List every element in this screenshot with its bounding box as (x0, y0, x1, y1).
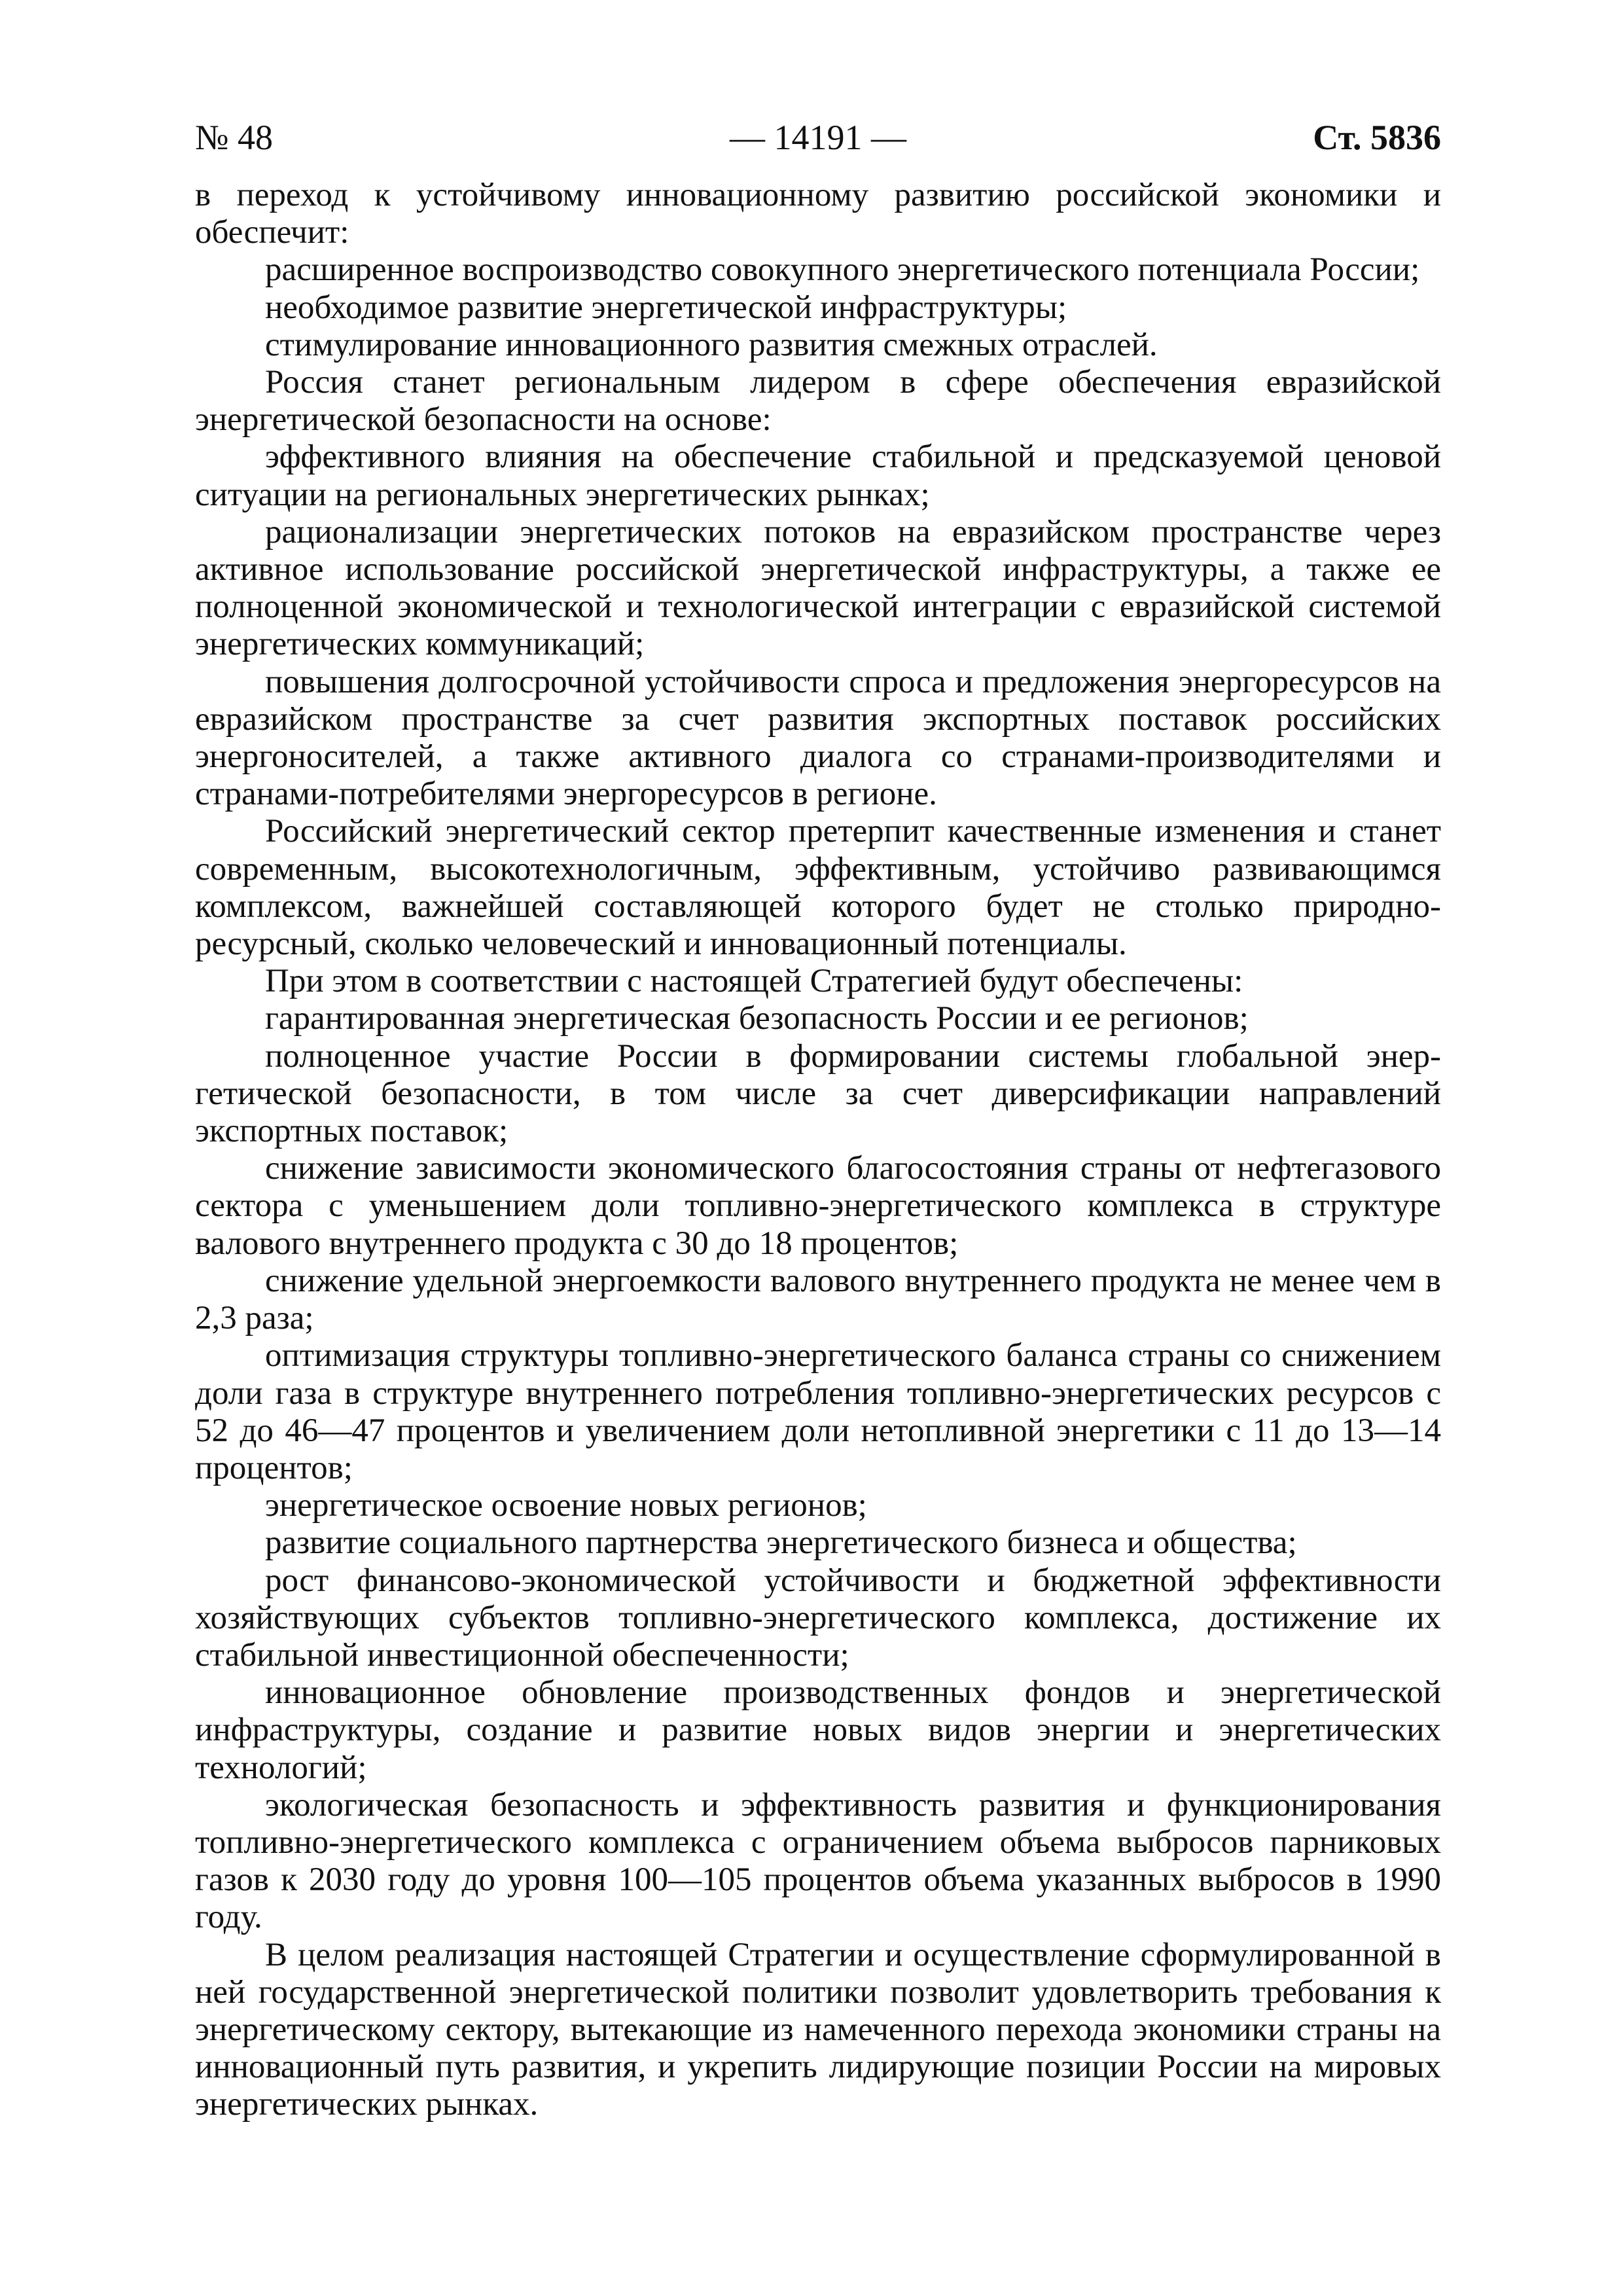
paragraph: Российский энергетический сектор претерпит качественные изменения и станет современным, высокотехнологичным, эффективным, устойчиво развивающимся комплексом, важнейшей составляющей которого будет не столько природно-ресурсный, сколько человеческий и инновационный потенциалы. (195, 813, 1441, 963)
page-number: — 14191 — (730, 118, 906, 157)
paragraph: стимулирование инновационного развития смежных отраслей. (265, 326, 1158, 363)
paragraph: В целом реализация настоящей Стратегии и осуществление сформулированной в ней государственной энергетической политики позволит удовлетворить требования к энергетическому сектору, вытекающие из намеченного перехода экономики страны на инновационный путь развития, и укрепить лидирующие позиции России на мировых энергетических рынках. (195, 1936, 1441, 2123)
paragraph: рационализации энергетических потоков на евразийском пространстве через активное использование российской энергетической инфраструктуры, а также ее полноценной экономической и технологической интеграции с евразийской системой энергетических коммуникаций; (195, 513, 1441, 663)
paragraph: снижение удельной энергоемкости валового внутреннего продукта не менее чем в 2,3 раза; (195, 1262, 1441, 1337)
paragraph: оптимизация структуры топливно-энергетического баланса страны со снижением доли газа в структуре внутреннего потребления топливно-энергетических ресурсов с 52 до 46—47 процентов и увеличением доли нетопливной энергетики с 11 до 13—14 процентов; (195, 1337, 1441, 1486)
paragraph: эффективного влияния на обеспечение стабильной и предсказуемой ценовой ситуации на региональных энергетических рынках; (195, 439, 1441, 513)
paragraph: развитие социального партнерства энергетического бизнеса и общества; (265, 1524, 1297, 1562)
paragraph-continuation: в переход к устойчивому инновационному развитию российской экономики и обеспечит: (195, 177, 1441, 251)
paragraph: повышения долгосрочной устойчивости спроса и предложения энергоресурсов на евразийском пространстве за счет развития экспортных поставок российских энергоносителей, а также активного диалога со странами-производителями и странами-потребителями энергоресурсов в регионе. (195, 663, 1441, 813)
paragraph: инновационное обновление производственных фондов и энергетической инфраструктуры, создание и развитие новых видов энергии и энергетических технологий; (195, 1674, 1441, 1786)
paragraph: необходимое развитие энергетической инфраструктуры; (265, 289, 1067, 326)
paragraph: экологическая безопасность и эффективность развития и функционирования топливно-энергетического комплекса с ограничением объема выбросов парниковых газов к 2030 году до уровня 100—105 процентов объема указанных выбросов в 1990 году. (195, 1786, 1441, 1936)
issue-number: № 48 (195, 118, 274, 157)
article-number: Ст. 5836 (1313, 118, 1441, 157)
page-header (195, 108, 1441, 167)
paragraph: снижение зависимости экономического благосостояния страны от нефтегазового сектора с уменьшением доли топливно-энергетического комплекса в структуре валового внутреннего продукта с 30 до 18 процентов; (195, 1150, 1441, 1262)
paragraph: полноценное участие России в формировании системы глобальной энергетической безопасности, в том числе за счет диверсификации направлений экспортных поставок; (195, 1037, 1441, 1150)
paragraph: При этом в соответствии с настоящей Стратегией будут обеспечены: (265, 963, 1243, 1000)
paragraph: Россия станет региональным лидером в сфере обеспечения евразийской энергетической безопасности на основе: (195, 364, 1441, 439)
paragraph: расширенное воспроизводство совокупного энергетического потенциала России; (265, 251, 1420, 289)
paragraph: гарантированная энергетическая безопасность России и ее регионов; (265, 1000, 1249, 1037)
paragraph: рост финансово-экономической устойчивости и бюджетной эффективности хозяйствующих субъектов топливно-энергетического комплекса, достижение их стабильной инвестиционной обеспеченности; (195, 1562, 1441, 1674)
document-body (195, 177, 1441, 2124)
paragraph: энергетическое освоение новых регионов; (265, 1487, 867, 1524)
